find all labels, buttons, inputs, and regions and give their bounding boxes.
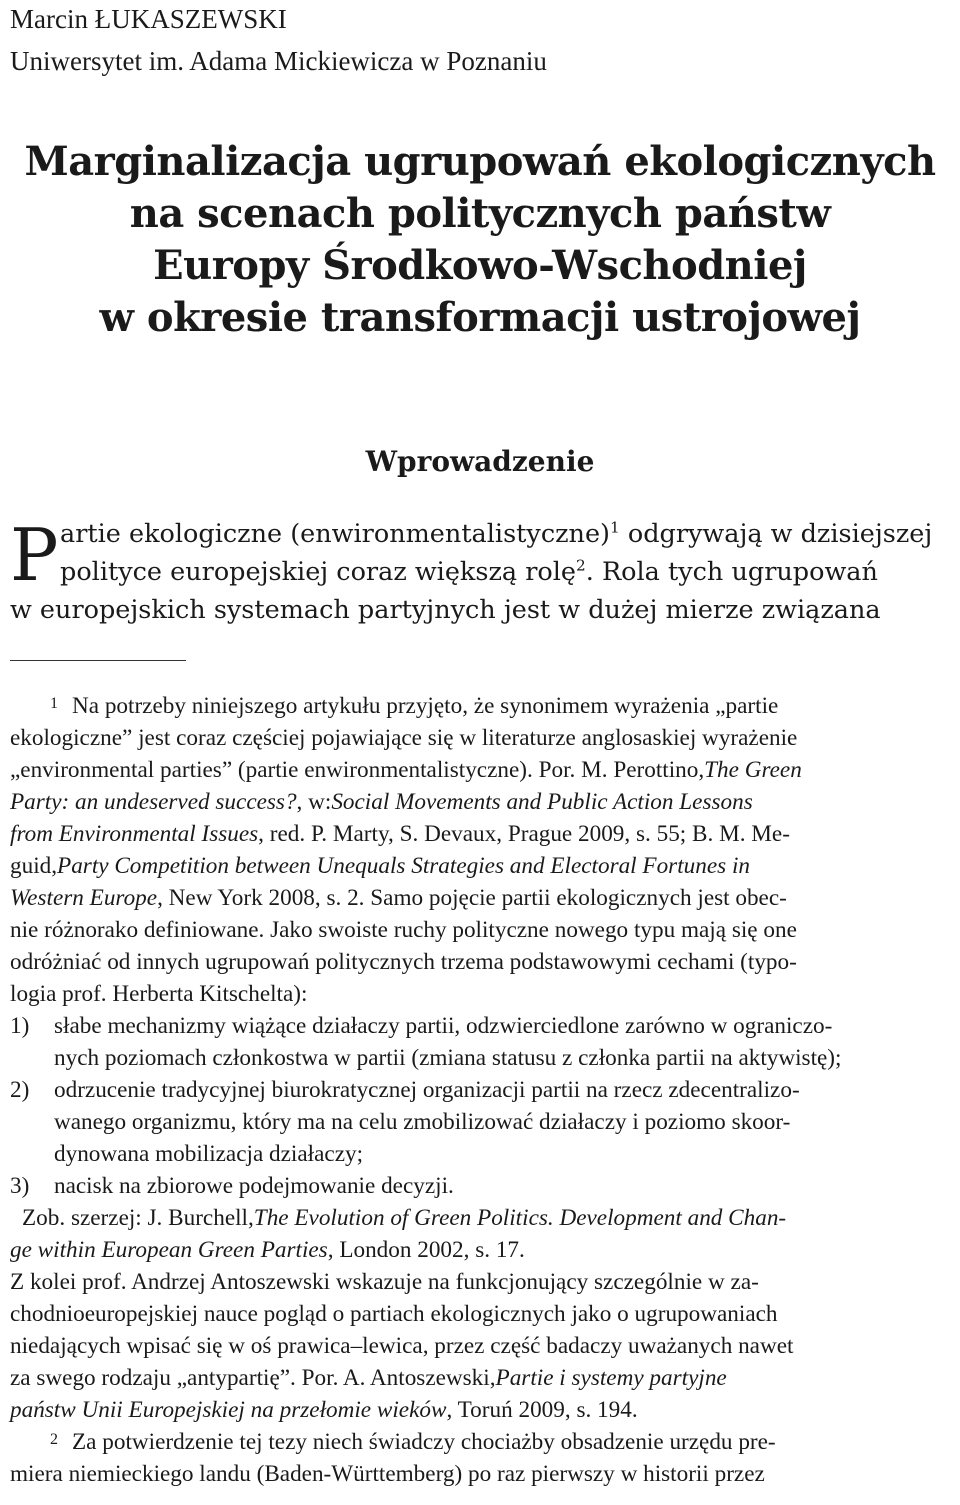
list-item-1-cont: nych poziomach członkostwa w partii (zmiana statusu z członka partii na aktywistę); [54, 1045, 842, 1071]
footnote-1-line: 1 Na potrzeby niniejszego artykułu przyjęto, że synonimem wyrażenia „partie [10, 690, 950, 722]
list-item-2-cont: dynowana mobilizacja działaczy; [54, 1141, 364, 1167]
body-line-2 [10, 553, 950, 591]
footnote-1-line: chodnioeuropejskiej nauce pogląd o partiach ekologicznych jako o ugrupowaniach [10, 1301, 778, 1327]
title-line-1: Marginalizacja ugrupowań ekologicznych [24, 138, 936, 185]
list-item-3: 3) nacisk na zbiorowe podejmowanie decyzji. [10, 1170, 950, 1202]
list-number: 1) [10, 1013, 30, 1039]
drop-cap: P [10, 513, 59, 597]
title-line-4: w okresie transformacji ustrojowej [99, 294, 861, 341]
footnote-1-line: Party: an undeserved success? , w: Social Movements and Public Action Lessons [10, 789, 753, 815]
author-name: Marcin ŁUKASZEWSKI [10, 4, 287, 34]
footnote-mark-2: 2 [50, 1431, 58, 1448]
title-line-3: Europy Środkowo-Wschodniej [153, 242, 807, 289]
footnote-1-line: za swego rodzaju „antypartię”. Por. A. Antoszewski, Partie i systemy partyjne [10, 1365, 727, 1391]
footnote-2-line: miera niemieckiego landu (Baden-Württemberg) po raz pierwszy w historii przez [10, 1461, 765, 1487]
body-text [10, 515, 950, 629]
list-item-1: 1) słabe mechanizmy wiążące działaczy partii, odzwierciedlone zarówno w ograniczo- [10, 1010, 950, 1042]
footnote-mark-1: 1 [50, 695, 58, 712]
footnote-1-line: guid, Party Competition between Unequals Strategies and Electoral Fortunes in [10, 853, 750, 879]
footnote-1-line: Western Europe , New York 2008, s. 2. Samo pojęcie partii ekologicznych jest obec- [10, 885, 787, 911]
body-text-segment: . Rola tych ugrupowań [585, 557, 878, 587]
footnote-1-line: niedających wpisać się w oś prawica–lewica, przez część badaczy uważanych nawet [10, 1333, 794, 1359]
footnote-2-line: 2 Za potwierdzenie tej tezy niech świadczy chociażby obsadzenie urzędu pre- [10, 1426, 950, 1458]
body-text-segment: polityce europejskiej coraz większą rolę [60, 557, 577, 587]
footnote-1-line: nie różnorako definiowane. Jako swoiste ruchy polityczne nowego typu mają się one [10, 917, 797, 943]
list-number: 3) [10, 1173, 30, 1199]
footnote-1-line: logia prof. Herberta Kitschelta): [10, 981, 308, 1007]
list-item-2-cont: wanego organizmu, który ma na celu zmobilizować działaczy i poziomo skoor- [54, 1109, 791, 1135]
footnotes [10, 690, 950, 1490]
footnote-1-line: Zob. szerzej: J. Burchell, The Evolution of Green Politics. Development and Chan- [22, 1205, 787, 1231]
title-line-2: na scenach politycznych państw [129, 190, 831, 237]
footnote-divider [10, 660, 186, 661]
footnote-1-line: Z kolei prof. Andrzej Antoszewski wskazuje na funkcjonujący szczególnie w za- [10, 1269, 759, 1295]
body-text-segment: artie ekologiczne (enwironmentalistyczne) [60, 519, 610, 549]
footnote-1-line: ge within European Green Parties , London 2002, s. 17. [10, 1237, 525, 1263]
footnote-ref-1[interactable]: 1 [610, 518, 620, 537]
footnote-1-line: odróżniać od innych ugrupowań politycznych trzema podstawowymi cechami (typo- [10, 949, 797, 975]
body-line-3: w europejskich systemach partyjnych jest w dużej mierze związana [10, 595, 881, 625]
body-line-1 [10, 515, 950, 553]
footnote-1-line: „environmental parties” (partie enwironmentalistyczne). Por. M. Perottino, The Green [10, 757, 802, 783]
article-title [10, 136, 950, 344]
footnote-ref-2[interactable]: 2 [576, 556, 586, 575]
footnote-1-line: from Environmental Issues , red. P. Marty, S. Devaux, Prague 2009, s. 55; B. M. Me- [10, 821, 790, 847]
section-heading: Wprowadzenie [365, 445, 595, 478]
body-text-segment: odgrywają w dzisiejszej [619, 519, 933, 549]
footnote-1-line: ekologiczne” jest coraz częściej pojawiające się w literaturze anglosaskiej wyrażenie [10, 725, 798, 751]
list-item-2: 2) odrzucenie tradycyjnej biurokratycznej organizacji partii na rzecz zdecentralizo- [10, 1074, 950, 1106]
footnote-1-line: państw Unii Europejskiej na przełomie wieków , Toruń 2009, s. 194. [10, 1397, 638, 1423]
author-affiliation: Uniwersytet im. Adama Mickiewicza w Poznaniu [10, 46, 547, 76]
list-number: 2) [10, 1077, 30, 1103]
